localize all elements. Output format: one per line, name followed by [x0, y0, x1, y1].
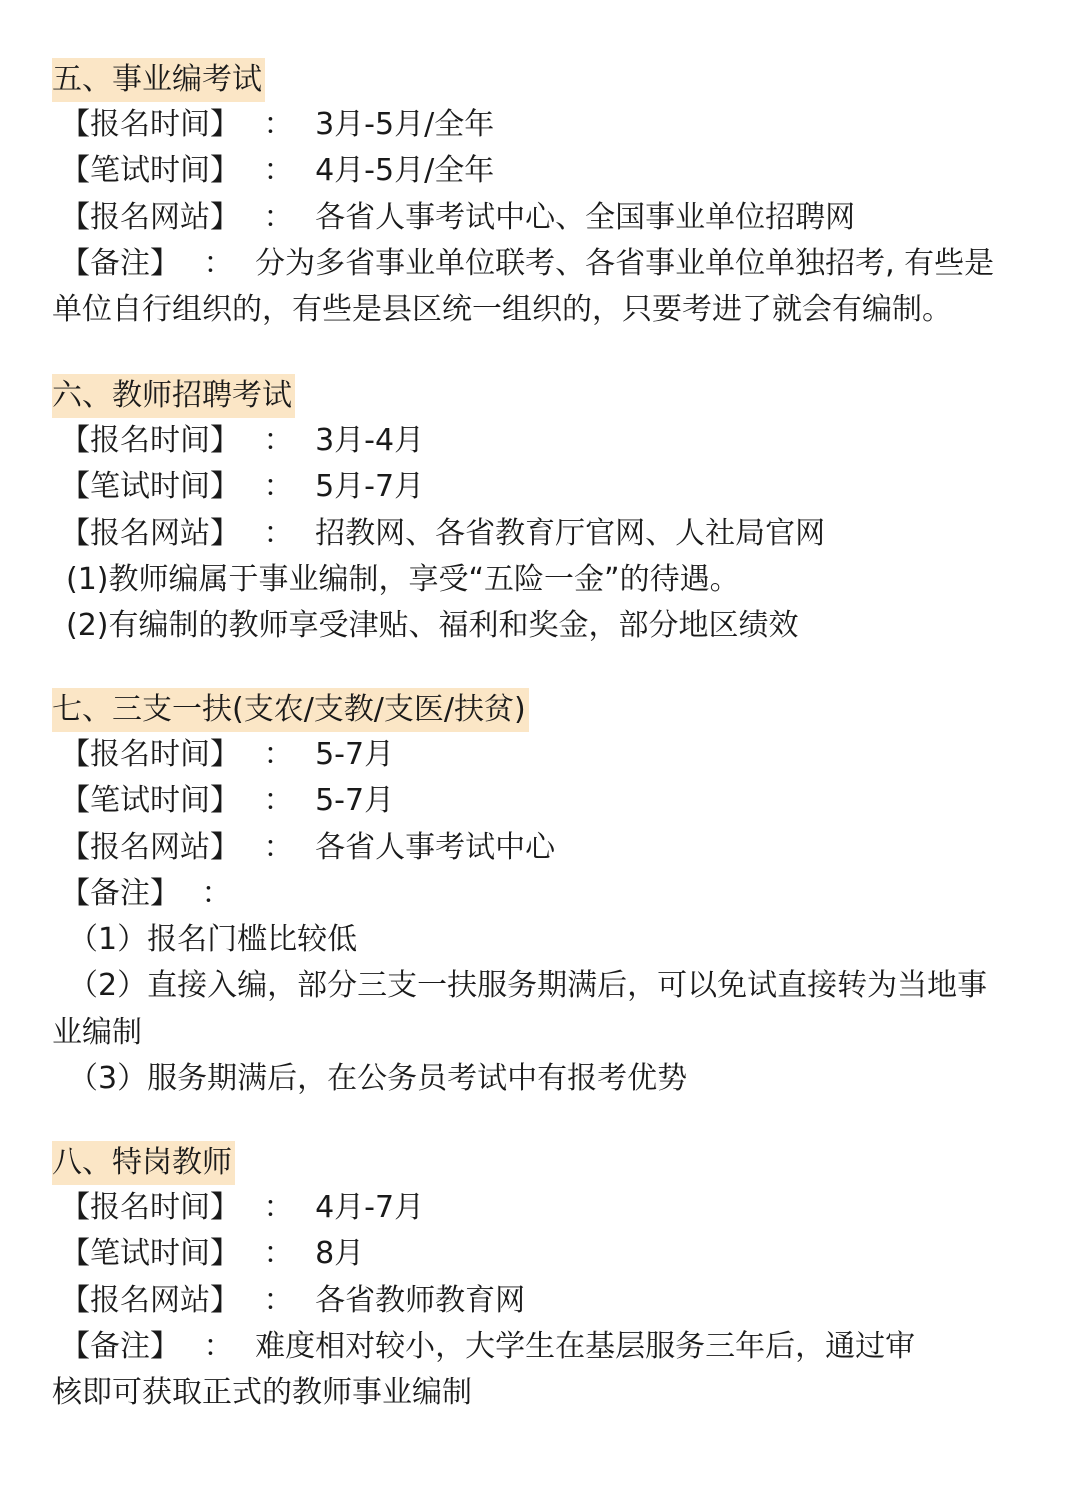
- field-label: 【笔试时间】: [60, 783, 240, 819]
- note-continuation: 核即可获取正式的教师事业编制: [52, 1375, 472, 1411]
- field-label: 【报名时间】: [60, 737, 240, 772]
- section-teacher-recruitment-exam: [52, 374, 1052, 649]
- written-exam-time-row: [52, 778, 1052, 824]
- note-continuation: 业编制: [52, 1014, 142, 1050]
- note-continuation: 单位自行组织的，有些是县区统一组织的，只要考进了就会有编制。: [52, 292, 952, 328]
- section-heading: 六、教师招聘考试: [52, 374, 295, 418]
- registration-time-row: [52, 732, 1052, 778]
- note-item: （2）直接入编，部分三支一扶服务期满后，可以免试直接转为当地事: [68, 968, 988, 1004]
- field-label: 【笔试时间】: [60, 153, 240, 189]
- field-label: 【报名时间】: [60, 1190, 240, 1225]
- registration-website-row: [52, 195, 1052, 241]
- note-label: 【备注】: [60, 875, 180, 911]
- field-separator: ：: [263, 153, 294, 189]
- field-label: 【报名网站】: [60, 199, 240, 235]
- section-public-institution-exam: [52, 58, 1052, 333]
- field-value: 5-7月: [315, 737, 395, 772]
- registration-website-row: [52, 511, 1052, 557]
- field-separator: ：: [263, 1190, 294, 1225]
- registration-website-row: [52, 825, 1052, 871]
- field-separator: ：: [263, 737, 294, 772]
- field-value: 5-7月: [315, 783, 395, 819]
- written-exam-time-row: [52, 148, 1052, 194]
- field-separator: ：: [263, 423, 294, 458]
- field-value: 招教网、各省教育厅官网、人社局官网: [315, 515, 826, 551]
- note-row: [52, 1324, 1052, 1370]
- field-separator: ：: [263, 199, 294, 235]
- field-label: 【笔试时间】: [60, 469, 240, 505]
- field-value: 8月: [315, 1236, 365, 1272]
- field-separator: ：: [263, 107, 294, 142]
- registration-website-row: [52, 1278, 1052, 1324]
- field-separator: ：: [263, 1236, 294, 1272]
- field-label: 【报名时间】: [60, 107, 240, 142]
- note-text: 难度相对较小，大学生在基层服务三年后，通过审: [255, 1328, 916, 1364]
- field-value: 4月-7月: [315, 1190, 425, 1225]
- note-label: 【备注】: [60, 245, 180, 281]
- field-label: 【笔试时间】: [60, 1236, 240, 1272]
- section-special-post-teacher: [52, 1141, 1052, 1416]
- note-separator: ：: [203, 245, 234, 281]
- registration-time-row: [52, 102, 1052, 148]
- field-label: 【报名网站】: [60, 1282, 240, 1318]
- section-heading: 五、事业编考试: [52, 58, 265, 102]
- written-exam-time-row: [52, 464, 1052, 510]
- field-value: 5月-7月: [315, 469, 425, 505]
- registration-time-row: [52, 418, 1052, 464]
- note-item: （1）报名门槛比较低: [68, 922, 358, 958]
- field-separator: ：: [263, 829, 294, 865]
- note-text: 分为多省事业单位联考、各省事业单位单独招考, 有些是: [255, 245, 995, 281]
- field-separator: ：: [263, 1282, 294, 1318]
- field-value: 4月-5月/全年: [315, 153, 495, 189]
- field-label: 【报名网站】: [60, 829, 240, 865]
- field-separator: ：: [263, 515, 294, 551]
- registration-time-row: [52, 1185, 1052, 1231]
- field-separator: ：: [263, 469, 294, 505]
- note-row: [52, 241, 1052, 287]
- note-separator: ：: [201, 875, 232, 911]
- field-value: 各省教师教育网: [315, 1282, 526, 1318]
- field-separator: ：: [263, 783, 294, 819]
- field-value: 3月-5月/全年: [315, 107, 495, 142]
- written-exam-time-row: [52, 1231, 1052, 1277]
- note-separator: ：: [203, 1328, 234, 1364]
- field-value: 各省人事考试中心: [315, 829, 556, 865]
- note-row: [52, 871, 1052, 917]
- note-label: 【备注】: [60, 1328, 180, 1364]
- field-label: 【报名时间】: [60, 423, 240, 458]
- section-three-supports-one-assistance: [52, 688, 1052, 1102]
- field-label: 【报名网站】: [60, 515, 240, 551]
- section-heading: 七、三支一扶(支农/支教/支医/扶贫): [52, 688, 529, 732]
- field-value: 3月-4月: [315, 423, 425, 458]
- field-value: 各省人事考试中心、全国事业单位招聘网: [315, 199, 856, 235]
- note-item: (1)教师编属于事业编制，享受“五险一金”的待遇。: [66, 561, 740, 597]
- section-heading: 八、特岗教师: [52, 1141, 235, 1185]
- note-item: （3）服务期满后，在公务员考试中有报考优势: [68, 1061, 688, 1097]
- note-item: (2)有编制的教师享受津贴、福利和奖金，部分地区绩效: [66, 608, 799, 644]
